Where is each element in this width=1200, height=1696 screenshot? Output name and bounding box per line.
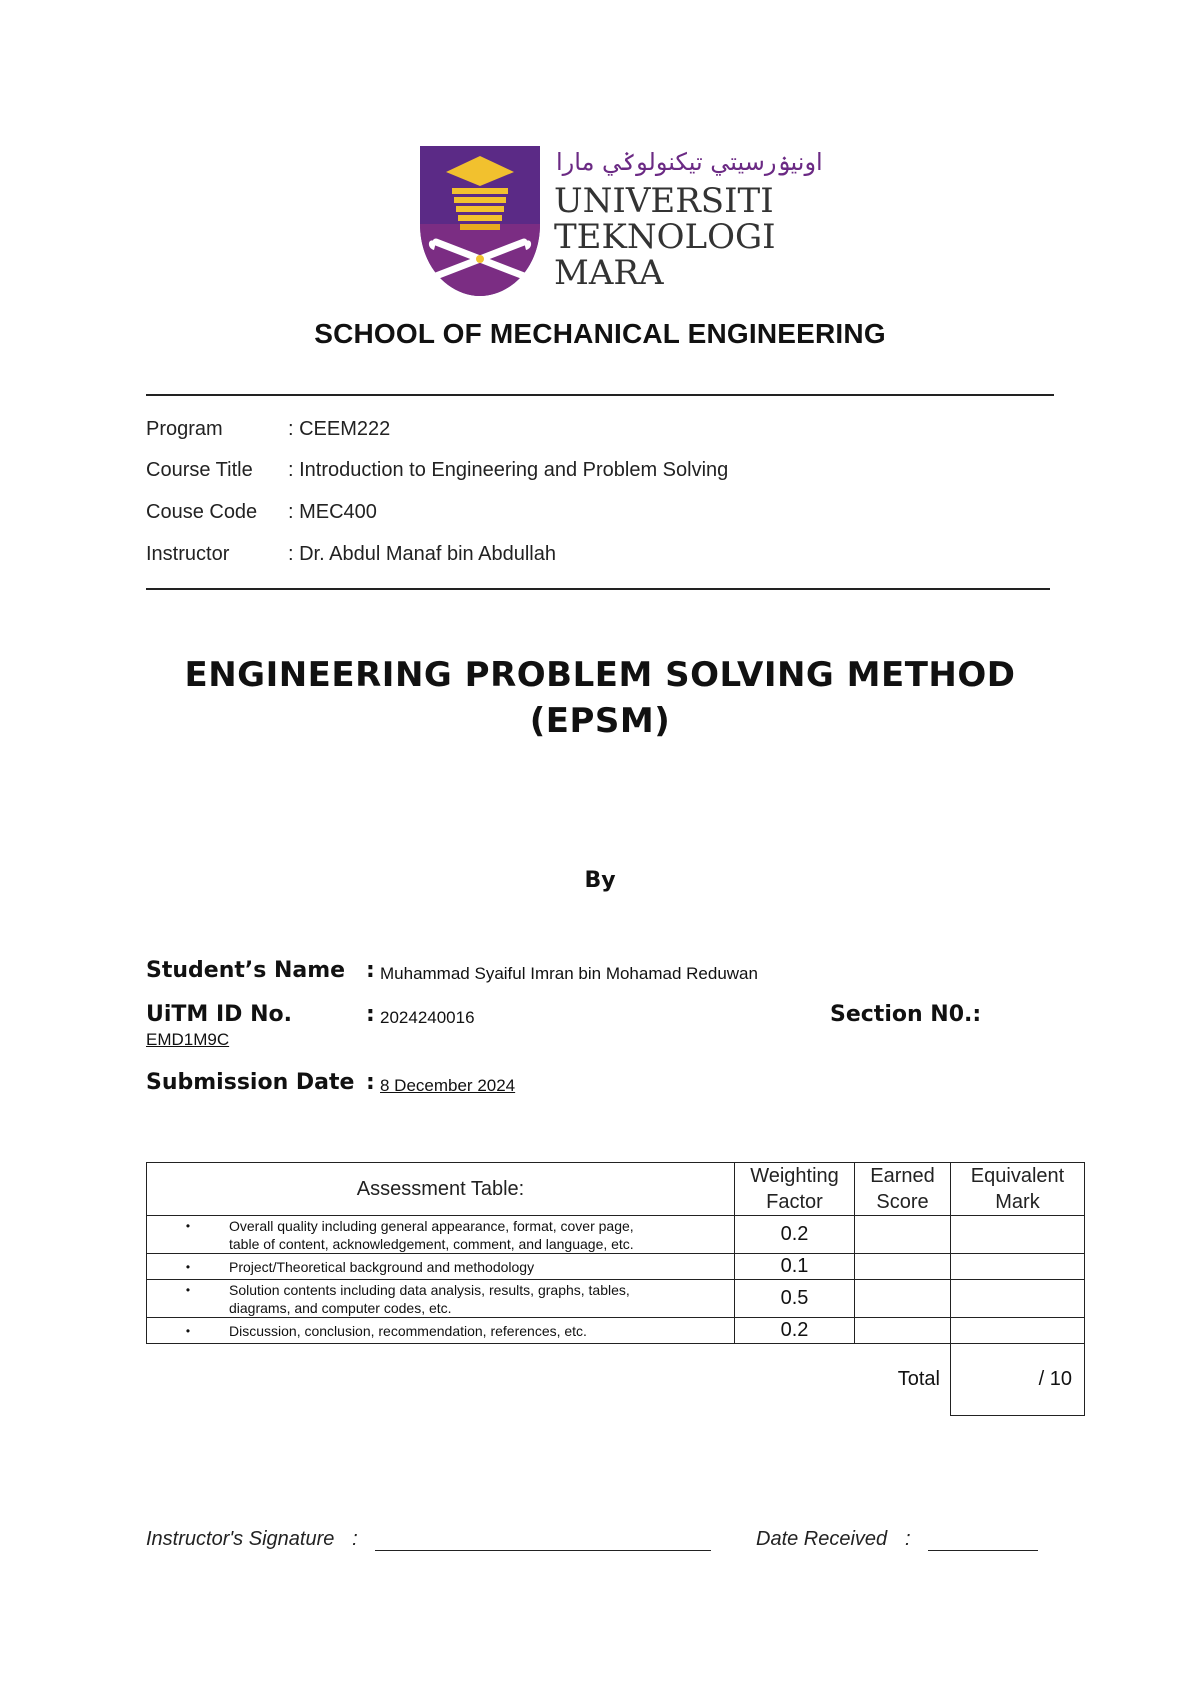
info-row-program xyxy=(146,418,390,441)
bullet-icon: • xyxy=(185,1282,191,1297)
school-name: SCHOOL OF MECHANICAL ENGINEERING xyxy=(314,318,886,349)
earned-score-cell[interactable] xyxy=(855,1280,951,1318)
colon: : xyxy=(352,1528,358,1550)
table-row xyxy=(147,1318,1085,1344)
info-value: : Introduction to Engineering and Problem Solving xyxy=(288,459,729,481)
info-value: : MEC400 xyxy=(288,501,377,523)
bullet-icon: • xyxy=(185,1259,191,1274)
criteria-cell: • Solution contents including data analysis, results, graphs, tables, diagrams, and computer codes, etc. xyxy=(147,1280,735,1318)
equivalent-mark-cell[interactable] xyxy=(951,1318,1085,1344)
info-label: Couse Code xyxy=(146,501,258,523)
divider-top xyxy=(146,394,1054,396)
header-equivalent: Equivalent Mark xyxy=(951,1163,1085,1216)
weight-cell: 0.5 xyxy=(735,1280,855,1318)
signature-line[interactable] xyxy=(375,1530,711,1551)
info-row-course-code xyxy=(146,501,377,524)
uitm-logo xyxy=(418,144,823,298)
info-label: Program xyxy=(146,418,223,440)
earned-score-cell[interactable] xyxy=(855,1254,951,1280)
weight-cell: 0.1 xyxy=(735,1254,855,1280)
uitm-crest-icon xyxy=(418,144,823,298)
header-weighting: Weighting Factor xyxy=(735,1163,855,1216)
logo-line1: UNIVERSITI xyxy=(554,181,774,221)
date-received-line[interactable] xyxy=(928,1530,1038,1551)
uitm-id-value: 2024240016 xyxy=(380,1008,475,1027)
submission-date-label: Submission Date xyxy=(146,1070,355,1095)
total-value[interactable]: / 10 xyxy=(951,1344,1085,1416)
signature-label: Instructor's Signature xyxy=(146,1528,335,1550)
colon: : xyxy=(904,1528,911,1550)
table-row xyxy=(147,1254,1085,1280)
criteria-cell: • Project/Theoretical background and methodology xyxy=(147,1254,735,1280)
info-row-instructor xyxy=(146,543,556,566)
total-label: Total xyxy=(735,1344,951,1416)
instructor-signature-field xyxy=(146,1528,711,1551)
colon: : xyxy=(366,1070,375,1095)
title-line2: (EPSM) xyxy=(529,701,671,741)
section-value: EMD1M9C xyxy=(146,1030,230,1049)
earned-score-cell[interactable] xyxy=(855,1318,951,1344)
equivalent-mark-cell[interactable] xyxy=(951,1254,1085,1280)
assessment-table xyxy=(146,1162,1085,1416)
section-label: Section N0.: xyxy=(830,1002,982,1027)
criteria-cell: • Discussion, conclusion, recommendation, references, etc. xyxy=(147,1318,735,1344)
divider-bottom xyxy=(146,588,1050,590)
document-title xyxy=(0,652,1200,744)
equivalent-mark-cell[interactable] xyxy=(951,1280,1085,1318)
info-value: : CEEM222 xyxy=(288,418,391,440)
table-row xyxy=(147,1280,1085,1318)
total-row xyxy=(147,1344,1085,1416)
info-value: : Dr. Abdul Manaf bin Abdullah xyxy=(288,543,556,565)
uitm-id-label: UiTM ID No. xyxy=(146,1002,292,1027)
weight-cell: 0.2 xyxy=(735,1216,855,1254)
info-label: Course Title xyxy=(146,459,253,481)
criteria-cell: • Overall quality including general appearance, format, cover page, table of content, acknowledgement, comment, and language, etc. xyxy=(147,1216,735,1254)
colon: : xyxy=(366,1002,375,1027)
student-name-value: Muhammad Syaiful Imran bin Mohamad Reduwan xyxy=(380,964,758,983)
earned-score-cell[interactable] xyxy=(855,1216,951,1254)
date-received-field xyxy=(756,1528,1038,1551)
by-label: By xyxy=(584,868,616,893)
info-label: Instructor xyxy=(146,543,230,565)
table-row xyxy=(147,1216,1085,1254)
student-name-label: Student’s Name xyxy=(146,958,346,983)
bullet-icon: • xyxy=(185,1218,191,1233)
info-row-course-title xyxy=(146,459,728,482)
logo-arabic: اونيۏرسيتي تيكنولوݢي مارا xyxy=(556,148,823,176)
header-criteria: Assessment Table: xyxy=(147,1163,735,1216)
weight-cell: 0.2 xyxy=(735,1318,855,1344)
logo-line3: MARA xyxy=(554,253,664,293)
title-line1: ENGINEERING PROBLEM SOLVING METHOD xyxy=(184,655,1016,695)
bullet-icon: • xyxy=(185,1323,191,1338)
colon: : xyxy=(366,958,375,983)
equivalent-mark-cell[interactable] xyxy=(951,1216,1085,1254)
submission-date-value: 8 December 2024 xyxy=(380,1076,516,1095)
date-received-label: Date Received xyxy=(756,1528,888,1550)
header-earned: Earned Score xyxy=(855,1163,951,1216)
table-header-row xyxy=(147,1163,1085,1216)
logo-line2: TEKNOLOGI xyxy=(554,217,776,257)
